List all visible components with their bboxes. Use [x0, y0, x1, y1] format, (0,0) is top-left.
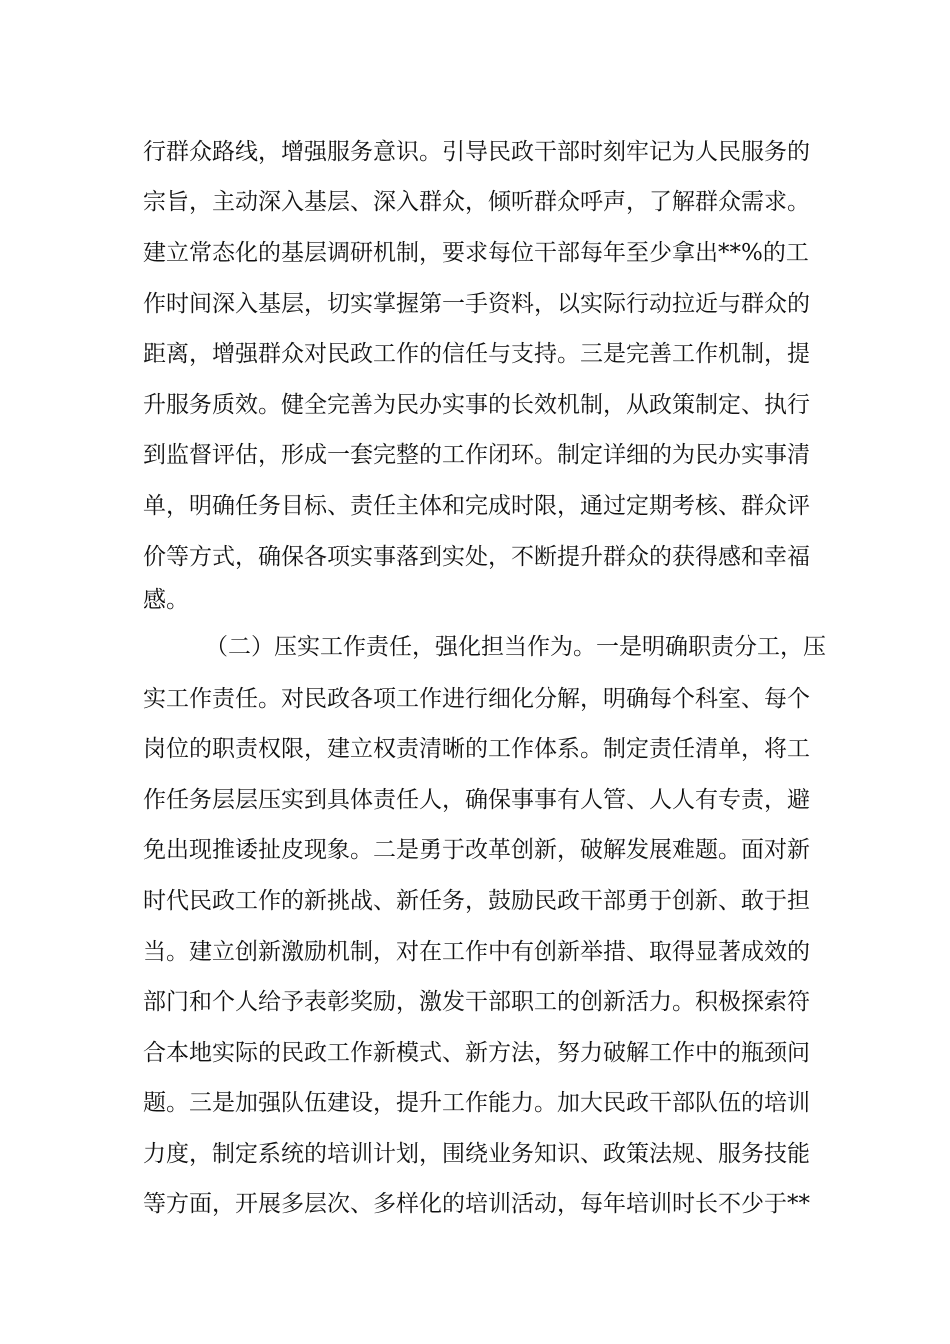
text-line: 价等方式，确保各项实事落到实处，不断提升群众的获得感和幸福 — [143, 544, 810, 570]
text-line: 等方面，开展多层次、多样化的培训活动，每年培训时长不少于** — [143, 1191, 810, 1217]
text-line: 到监督评估，形成一套完整的工作闭环。制定详细的为民办实事清 — [143, 442, 810, 468]
text-line: 感。 — [143, 587, 189, 613]
text-line: 作时间深入基层，切实掌握第一手资料，以实际行动拉近与群众的 — [143, 291, 810, 317]
text-line: 当。建立创新激励机制，对在工作中有创新举措、取得显著成效的 — [143, 939, 810, 965]
text-line: 建立常态化的基层调研机制，要求每位干部每年至少拿出**%的工 — [143, 240, 809, 266]
text-line: 升服务质效。健全完善为民办实事的长效机制，从政策制定、执行 — [143, 392, 810, 418]
text-line: 岗位的职责权限，建立权责清晰的工作体系。制定责任清单，将工 — [143, 736, 810, 762]
text-line: 力度，制定系统的培训计划，围绕业务知识、政策法规、服务技能 — [143, 1141, 810, 1167]
text-line: 宗旨，主动深入基层、深入群众，倾听群众呼声，了解群众需求。 — [143, 189, 810, 215]
text-line: 时代民政工作的新挑战、新任务，鼓励民政干部勇于创新、敢于担 — [143, 888, 810, 914]
text-line: 作任务层层压实到具体责任人，确保事事有人管、人人有专责，避 — [143, 787, 810, 813]
text-line: 免出现推诿扯皮现象。二是勇于改革创新，破解发展难题。面对新 — [143, 837, 810, 863]
text-line: 部门和个人给予表彰奖励，激发干部职工的创新活力。积极探索符 — [143, 989, 810, 1015]
text-line: 距离，增强群众对民政工作的信任与支持。三是完善工作机制，提 — [143, 341, 810, 367]
text-line: 实工作责任。对民政各项工作进行细化分解，明确每个科室、每个 — [143, 686, 810, 712]
text-line: 行群众路线，增强服务意识。引导民政干部时刻牢记为人民服务的 — [143, 139, 810, 165]
text-line: 合本地实际的民政工作新模式、新方法，努力破解工作中的瓶颈问 — [143, 1040, 810, 1066]
text-line: 单，明确任务目标、责任主体和完成时限，通过定期考核、群众评 — [143, 493, 810, 519]
section-heading-line: （二）压实工作责任，强化担当作为。一是明确职责分工，压 — [205, 634, 826, 660]
text-line: 题。三是加强队伍建设，提升工作能力。加大民政干部队伍的培训 — [143, 1090, 810, 1116]
